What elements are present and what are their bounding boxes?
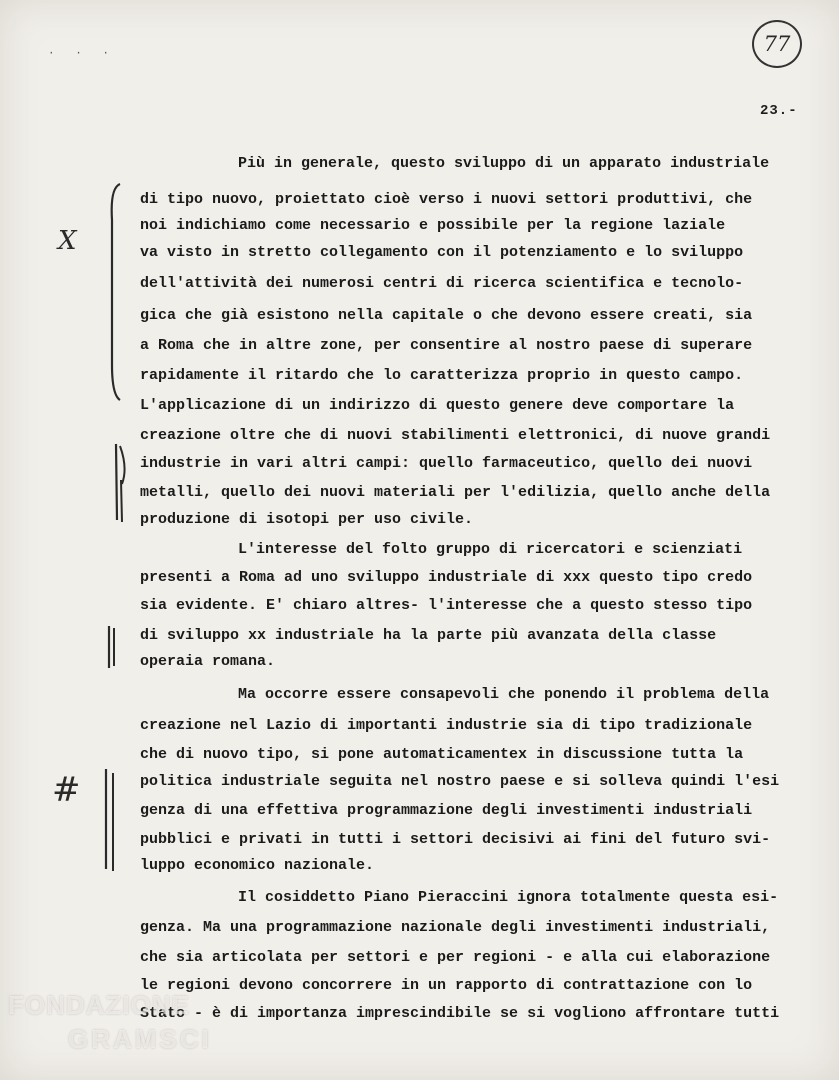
text-line: noi indichiamo come necessario e possibile per la regione laziale [140, 217, 726, 234]
archive-number: 77 [763, 32, 791, 56]
watermark-line-2: GRAMSCI [68, 1024, 212, 1054]
text-line: che sia articolata per settori e per regioni - e alla cui elaborazione [140, 949, 771, 966]
text-line: dell'attività dei numerosi centri di ricerca scientifica e tecnolo- [140, 275, 744, 292]
margin-hash-mark: # [52, 770, 81, 810]
text-line: creazione nel Lazio di importanti industrie sia di tipo tradizionale [140, 717, 753, 734]
text-line: presenti a Roma ad uno sviluppo industriale di xxx questo tipo credo [140, 569, 753, 586]
text-line: industrie in vari altri campi: quello farmaceutico, quello dei nuovi [140, 455, 753, 472]
margin-double-line-1 [110, 440, 130, 525]
text-line: genza di una effettiva programmazione degli investimenti industriali [140, 802, 753, 819]
text-line: L'applicazione di un indirizzo di questo genere deve comportare la [140, 397, 735, 414]
text-line: Il cosiddetto Piano Pieraccini ignora totalmente questa esi- [238, 889, 779, 906]
text-line: Ma occorre essere consapevoli che ponendo il problema della [238, 686, 770, 703]
text-line: pubblici e privati in tutti i settori decisivi ai fini del futuro svi- [140, 831, 771, 848]
text-line: di tipo nuovo, proiettato cioè verso i nuovi settori produttivi, che [140, 191, 753, 208]
text-line: operaia romana. [140, 653, 276, 670]
margin-bracket-1 [104, 180, 126, 405]
text-line: L'interesse del folto gruppo di ricercatori e scienziati [238, 541, 743, 558]
ink-specks: · · · [48, 48, 117, 60]
text-line: rapidamente il ritardo che lo caratterizza proprio in questo campo. [140, 367, 744, 384]
text-line: le regioni devono concorrere in un rapporto di contrattazione con lo [140, 977, 753, 994]
text-line: luppo economico nazionale. [140, 857, 375, 874]
margin-double-line-2 [104, 622, 120, 672]
text-line: sia evidente. E' chiaro altres- l'interesse che a questo stesso tipo [140, 597, 753, 614]
margin-double-line-3 [100, 765, 120, 875]
page-number: 23.- [760, 103, 798, 119]
text-line: Più in generale, questo sviluppo di un apparato industriale [238, 155, 770, 172]
text-line: creazione oltre che di nuovi stabilimenti elettronici, di nuove grandi [140, 427, 771, 444]
archive-stamp [752, 20, 802, 68]
text-line: a Roma che in altre zone, per consentire al nostro paese di superare [140, 337, 753, 354]
text-line: genza. Ma una programmazione nazionale degli investimenti industriali, [140, 919, 771, 936]
text-line: gica che già esistono nella capitale o che devono essere creati, sia [140, 307, 753, 324]
text-line: che di nuovo tipo, si pone automaticamentex in discussione tutta la [140, 746, 744, 763]
text-line: Stato - è di importanza imprescindibile se si vogliono affrontare tutti [140, 1005, 780, 1022]
text-line: politica industriale seguita nel nostro paese e si solleva quindi l'esi [140, 773, 780, 790]
margin-x-mark: X [58, 226, 77, 256]
text-line: va visto in stretto collegamento con il potenziamento e lo sviluppo [140, 244, 744, 261]
archive-watermark [8, 988, 212, 1056]
watermark-line-1: FONDAZIONE [8, 990, 190, 1020]
text-line: produzione di isotopi per uso civile. [140, 511, 474, 528]
text-line: di sviluppo xx industriale ha la parte più avanzata della classe [140, 627, 717, 644]
text-line: metalli, quello dei nuovi materiali per l'edilizia, quello anche della [140, 484, 771, 501]
